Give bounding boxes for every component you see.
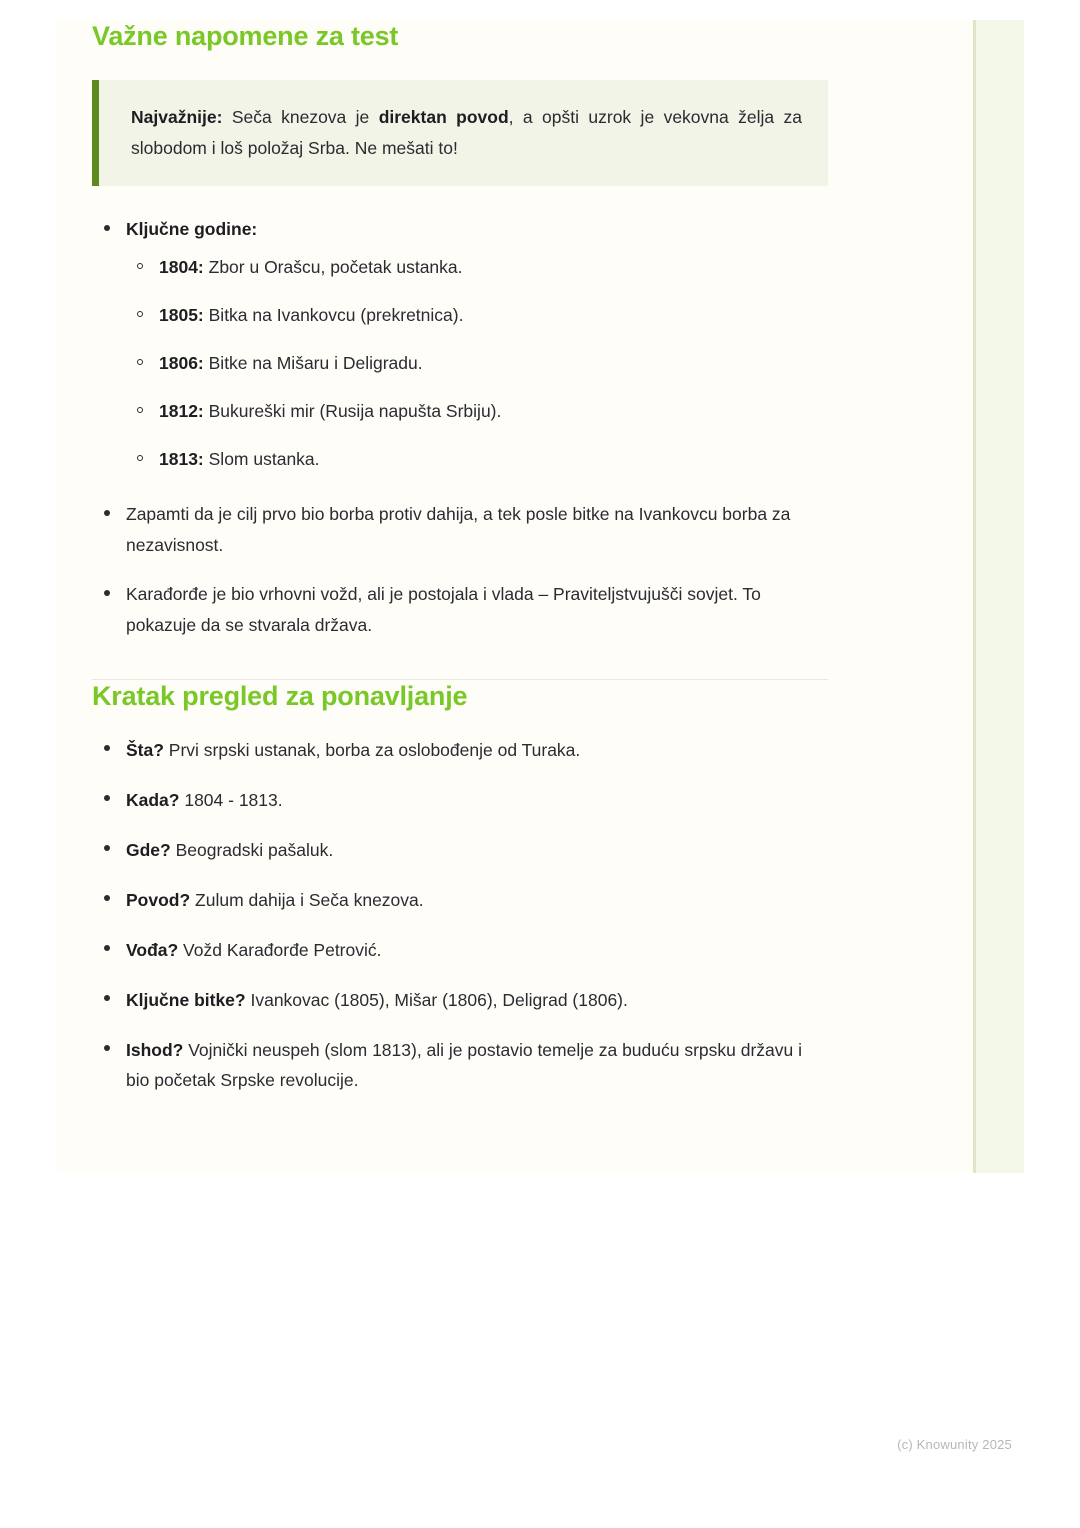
qa-question: Ishod? xyxy=(126,1040,184,1061)
callout-bold-direktan-povod: direktan povod xyxy=(378,107,509,128)
list-item xyxy=(126,301,828,329)
list-item xyxy=(126,397,828,425)
list-item xyxy=(92,835,828,865)
bullet-circle-icon xyxy=(137,359,143,365)
list-item xyxy=(92,735,828,765)
qa-answer: Ivankovac (1805), Mišar (1806), Deligrad (1806). xyxy=(245,990,628,1011)
bullet-disc-icon xyxy=(104,795,110,801)
list-item xyxy=(92,579,828,641)
bullet-disc-icon xyxy=(104,995,110,1001)
list-item xyxy=(92,1035,828,1095)
callout-text-part-2: , a opšti uzrok je vekovna želja za slobodom i loš položaj Srba. Ne mešati to! xyxy=(131,107,803,159)
bullet-disc-icon xyxy=(104,225,110,231)
qa-question: Šta? xyxy=(126,739,164,760)
qa-answer: Prvi srpski ustanak, borba za oslobođenje od Turaka. xyxy=(163,739,581,760)
list-item-text: Karađorđe je bio vrhovni vožd, ali je postojala i vlada – Praviteljstvujušči sovjet. To pokazuje da se stvarala država. xyxy=(126,584,761,636)
year-description: Bukureški mir (Rusija napušta Srbiju). xyxy=(203,400,502,421)
year-description: Zbor u Orašcu, početak ustanka. xyxy=(203,256,463,277)
list-item-lead: Ključne godine: xyxy=(126,218,258,239)
important-callout xyxy=(92,80,828,185)
year-label: 1813: xyxy=(159,448,204,469)
list-item xyxy=(126,349,828,377)
year-label: 1804: xyxy=(159,256,204,277)
bullet-circle-icon xyxy=(137,311,143,317)
year-label: 1812: xyxy=(159,400,204,421)
bullet-disc-icon xyxy=(104,590,110,596)
year-description: Bitke na Mišaru i Deligradu. xyxy=(203,352,423,373)
notes-bullet-list xyxy=(92,214,828,642)
list-item-text: Zapamti da je cilj prvo bio borba protiv dahija, a tek posle bitke na Ivankovcu borba za nezavisnost. xyxy=(126,503,791,555)
bullet-disc-icon xyxy=(104,510,110,516)
document-body xyxy=(92,20,828,1095)
right-margin-column xyxy=(976,20,1024,1173)
list-item xyxy=(92,785,828,815)
qa-answer: Beogradski pašaluk. xyxy=(170,839,334,860)
list-item xyxy=(92,214,828,473)
list-item xyxy=(92,985,828,1015)
review-qa-list xyxy=(92,735,828,1096)
bullet-disc-icon xyxy=(104,745,110,751)
page-title-kratak-pregled: Kratak pregled za ponavljanje xyxy=(92,681,468,712)
year-description: Slom ustanka. xyxy=(203,448,320,469)
bullet-disc-icon xyxy=(104,1045,110,1051)
callout-text xyxy=(131,102,802,163)
qa-question: Ključne bitke? xyxy=(126,990,246,1011)
list-item xyxy=(92,935,828,965)
footer-copyright: (c) Knowunity 2025 xyxy=(897,1437,1012,1452)
qa-question: Vođa? xyxy=(126,940,179,961)
qa-question: Kada? xyxy=(126,789,180,810)
year-label: 1805: xyxy=(159,304,204,325)
year-description: Bitka na Ivankovcu (prekretnica). xyxy=(203,304,464,325)
bullet-disc-icon xyxy=(104,945,110,951)
bullet-disc-icon xyxy=(104,895,110,901)
list-item xyxy=(92,885,828,915)
bullet-disc-icon xyxy=(104,845,110,851)
callout-lead: Najvažnije: xyxy=(131,107,223,128)
list-item xyxy=(126,253,828,281)
callout-text-part-1: Seča knezova je xyxy=(222,107,379,128)
key-years-sublist xyxy=(126,253,828,473)
qa-question: Povod? xyxy=(126,890,191,911)
list-item xyxy=(92,499,828,561)
bullet-circle-icon xyxy=(137,407,143,413)
page-title-vazne-napomene: Važne napomene za test xyxy=(92,21,399,51)
year-label: 1806: xyxy=(159,352,204,373)
qa-answer: Zulum dahija i Seča knezova. xyxy=(190,890,424,911)
bullet-circle-icon xyxy=(137,263,143,269)
qa-answer: 1804 - 1813. xyxy=(179,789,283,810)
list-item xyxy=(126,445,828,473)
qa-answer: Vojnički neuspeh (slom 1813), ali je postavio temelje za buduću srpsku državu i bio početak Srpske revolucije. xyxy=(126,1040,803,1091)
qa-question: Gde? xyxy=(126,839,171,860)
qa-answer: Vožd Karađorđe Petrović. xyxy=(178,940,382,961)
bullet-circle-icon xyxy=(137,455,143,461)
